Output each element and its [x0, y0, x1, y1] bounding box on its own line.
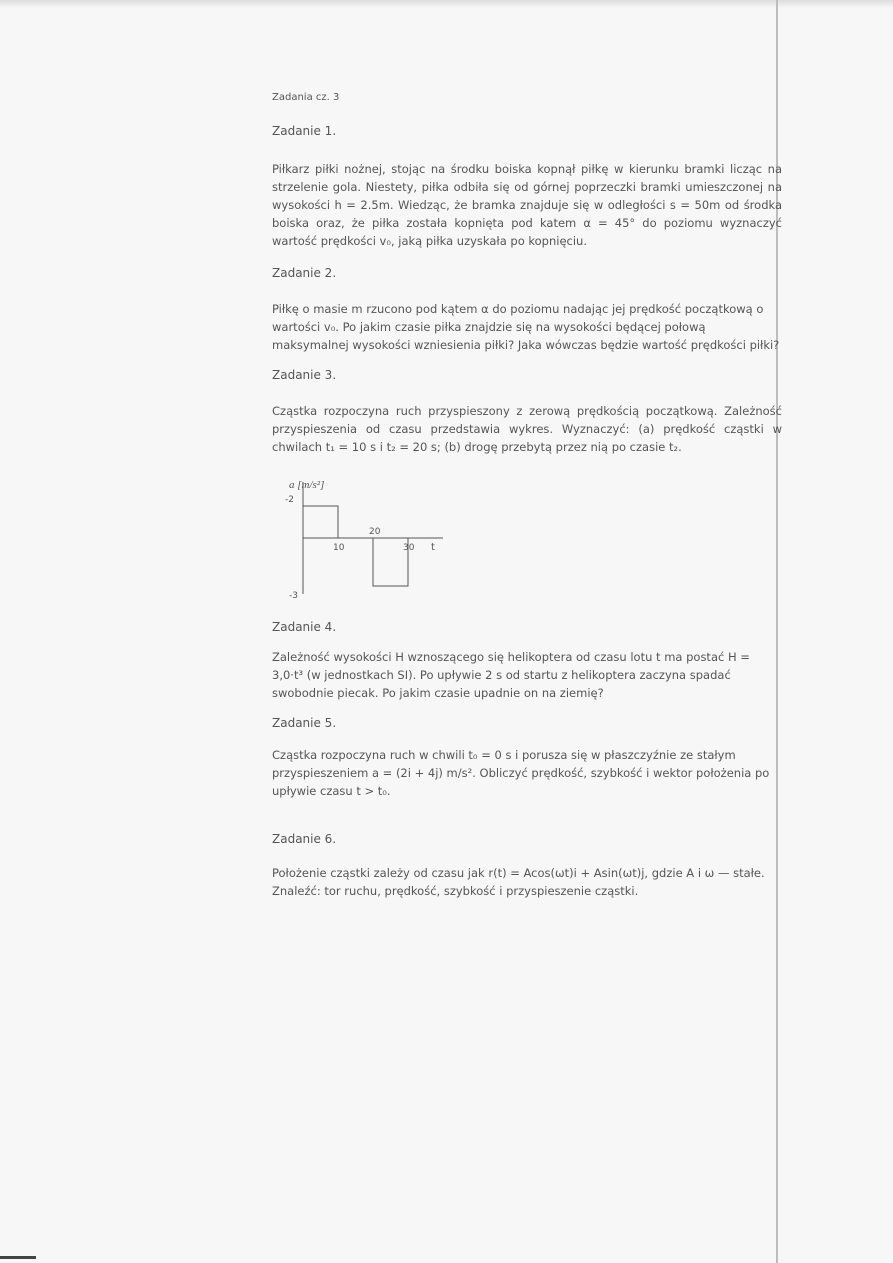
task-1-text: Piłkarz piłki nożnej, stojąc na środku boiska kopnął piłkę w kierunku bramki licząc na strzelenie gola. Niestety, piłka odbiła się od górnej poprzeczki bramki umieszczonej na wysokości h = 2.5m. Wiedząc, że bramka znajduje się w odległości s = 50m od środka boiska oraz, że piłka została kopnięta pod katem α = 45° do poziomu wyznaczyć wartość prędkości v₀, jaką piłka uzyskała po kopnięciu. — [272, 162, 782, 248]
x-tick-label: 10 — [333, 543, 345, 553]
task-5-heading: Zadanie 5. — [272, 716, 337, 730]
y-axis-label: a [m/s²] — [289, 479, 325, 491]
task-2-heading: Zadanie 2. — [272, 266, 337, 280]
acceleration-graph — [283, 476, 453, 606]
task-3-text: Cząstka rozpoczyna ruch przyspieszony z zerową prędkością początkową. Zależność przyspieszenia od czasu przedstawia wykres. Wyznaczyć: (a) prędkość cząstki w chwilach t₁ = 10 s i t₂ = 20 s; (b) drogę przebytą przez nią po czasie t₂. — [272, 404, 782, 454]
y-tick-label: -2 — [285, 495, 294, 505]
scan-top-edge — [0, 0, 893, 8]
task-3-heading: Zadanie 3. — [272, 368, 337, 382]
task-4-text: Zależność wysokości H wznoszącego się helikoptera od czasu lotu t ma postać H = 3,0·t³ (w jednostkach SI). Po upływie 2 s od startu z helikoptera zaczyna spadać swobodnie piecak. Po jakim czasie upadnie on na ziemię? — [272, 650, 750, 700]
task-6-heading: Zadanie 6. — [272, 832, 337, 846]
acceleration-step-line — [303, 506, 408, 586]
scan-mark — [0, 1256, 36, 1259]
task-2-text: Piłkę o masie m rzucono pod kątem α do poziomu nadając jej prędkość początkową o wartości v₀. Po jakim czasie piłka znajdzie się na wysokości będącej połową maksymalnej wysokości wzniesienia piłki? Jaka wówczas będzie wartość prędkości piłki? — [272, 302, 780, 352]
task-1-heading: Zadanie 1. — [272, 124, 337, 138]
x-tick-label: 30 — [403, 543, 415, 553]
task-4-heading: Zadanie 4. — [272, 620, 337, 634]
task-5-text: Cząstka rozpoczyna ruch w chwili t₀ = 0 s i porusza się w płaszczyźnie ze stałym przyspieszeniem a = (2i + 4j) m/s². Obliczyć prędkość, szybkość i wektor położenia po upływie czasu t > t₀. — [272, 748, 770, 798]
x-tick-label: 20 — [369, 527, 381, 537]
document-title: Zadania cz. 3 — [272, 92, 340, 103]
x-axis-label: t — [431, 542, 435, 553]
y-tick-label: -3 — [289, 591, 298, 601]
task-6-text: Położenie cząstki zależy od czasu jak r(t) = Acos(ωt)i + Asin(ωt)j, gdzie A i ω — stałe. Znaleźć: tor ruchu, prędkość, szybkość i przyspieszenie cząstki. — [272, 866, 765, 898]
